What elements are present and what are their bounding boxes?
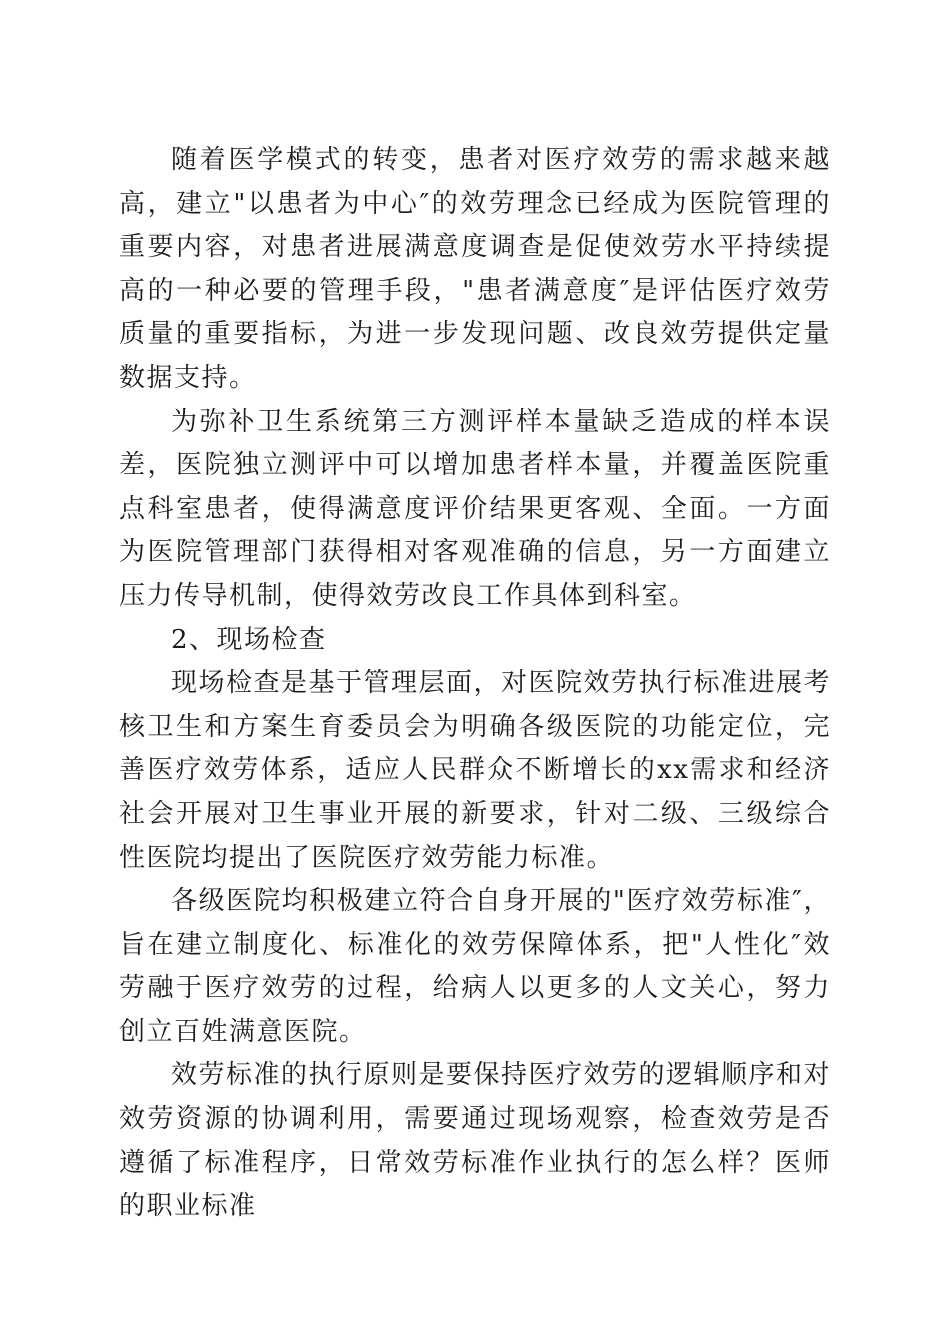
paragraph-execution-principle: 效劳标准的执行原则是要保持医疗效劳的逻辑顺序和对效劳资源的协调利用，需要通过现场观察，检查效劳是否遵循了标准程序，日常效劳标准作业执行的怎么样？医师的职业标准 — [119, 1060, 832, 1222]
document-body — [119, 139, 831, 1229]
paragraph-sample-size: 为弥补卫生系统第三方测评样本量缺乏造成的样本误差，医院独立测评中可以增加患者样本量，并覆盖医院重点科室患者，使得满意度评价结果更客观、全面。一方面为医院管理部门获得相对客观准确的信息，另一方面建立压力传导机制，使得效劳改良工作具体到科室。 — [119, 406, 831, 611]
paragraph-onsite-inspection: 现场检查是基于管理层面，对医院效劳执行标准进展考核卫生和方案生育委员会为明确各级医院的功能定位，完善医疗效劳体系，适应人民群众不断增长的xx需求和经济社会开展对卫生事业开展的新要求，针对二级、三级综合性医院均提出了医院医疗效劳能力标准。 — [119, 668, 832, 873]
paragraph-service-standards: 各级医院均积极建立符合自身开展的"医疗效劳标准″，旨在建立制度化、标准化的效劳保障体系，把"人性化″效劳融于医疗效劳的过程，给病人以更多的人文关心，努力创立百姓满意医院。 — [119, 886, 831, 1047]
paragraph-patient-satisfaction: 随着医学模式的转变，患者对医疗效劳的需求越来越高，建立"以患者为中心″的效劳理念已经成为医院管理的重要内容，对患者进展满意度调查是促使效劳水平持续提高的一种必要的管理手段，"患者满意度″是评估医疗效劳质量的重要指标，为进一步发现问题、改良效劳提供定量数据支持。 — [119, 145, 831, 393]
section-heading-onsite-inspection: 2、现场检查 — [171, 624, 327, 655]
